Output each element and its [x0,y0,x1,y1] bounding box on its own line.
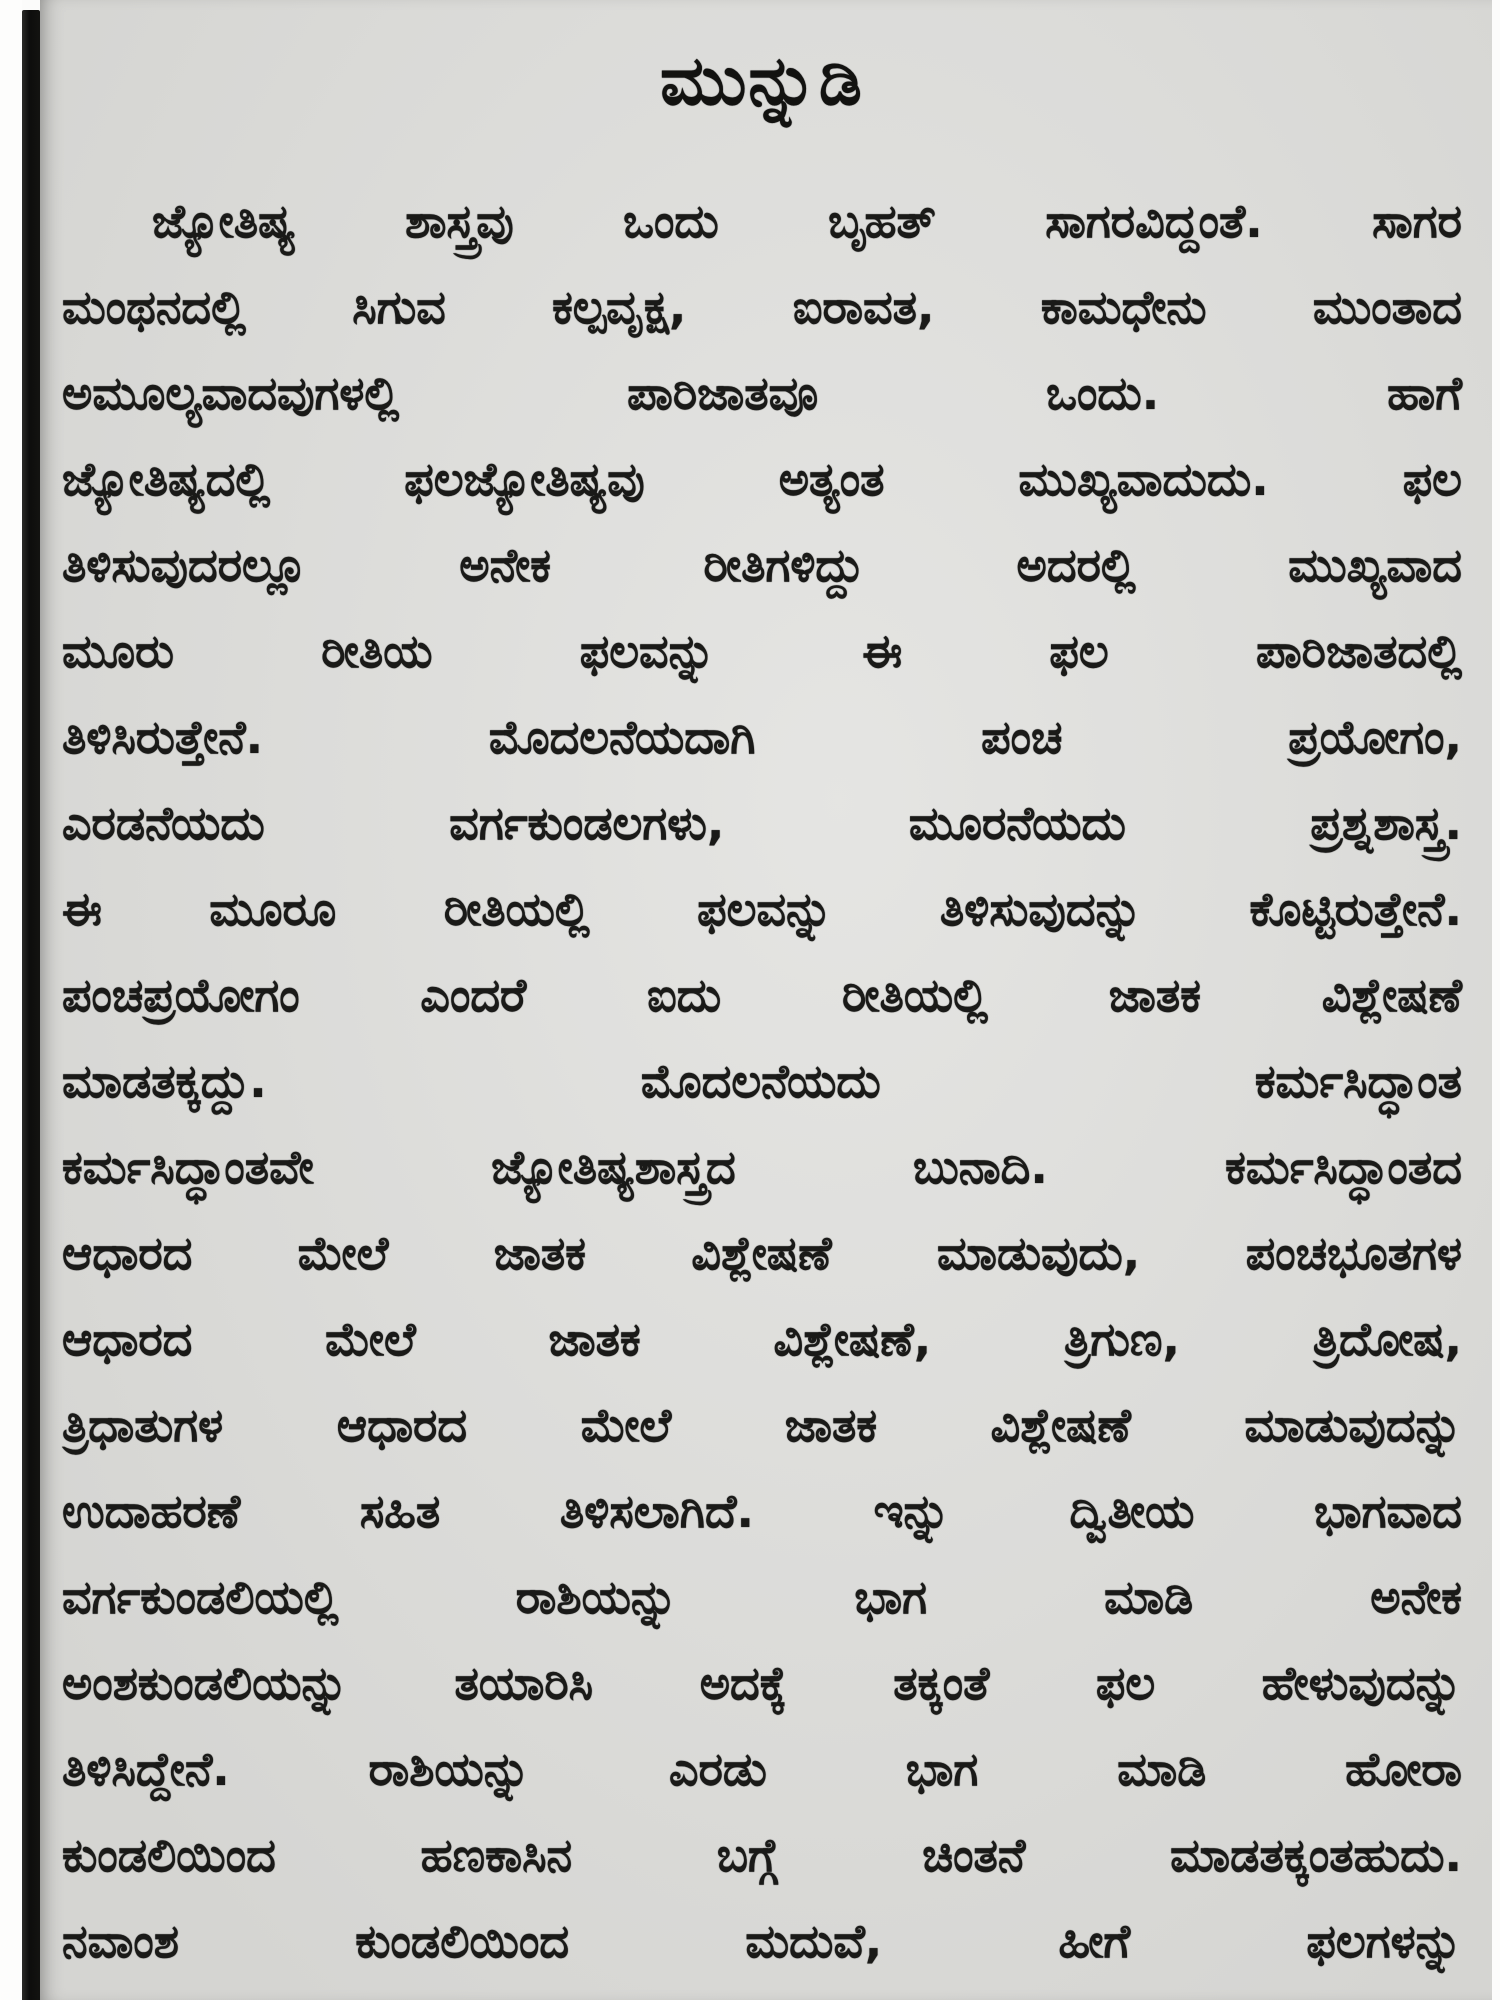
text-line: ತಿಳಿಸಿರುತ್ತೇನೆ. ಮೊದಲನೆಯದಾಗಿ ಪಂಚ ಪ್ರಯೋಗಂ, [62,710,1462,764]
text-column [62,42,1462,1984]
paper [40,0,1492,2000]
text-line: ತ್ರಿಧಾತುಗಳ ಆಧಾರದ ಮೇಲೆ ಜಾತಕ ವಿಶ್ಲೇಷಣೆ ಮಾಡುವುದನ್ನು [62,1398,1462,1452]
text-line: ಕರ್ಮಸಿದ್ಧಾಂತವೇ ಜ್ಯೋತಿಷ್ಯಶಾಸ್ತ್ರದ ಬುನಾದಿ. ಕರ್ಮಸಿದ್ಧಾಂತದ [62,1140,1462,1194]
page-title: ಮುನ್ನುಡಿ [660,42,864,121]
text-line: ತಿಳಿಸಿದ್ದೇನೆ. ರಾಶಿಯನ್ನು ಎರಡು ಭಾಗ ಮಾಡಿ ಹೋರಾ [62,1742,1462,1796]
text-line: ಆಧಾರದ ಮೇಲೆ ಜಾತಕ ವಿಶ್ಲೇಷಣೆ ಮಾಡುವುದು, ಪಂಚಭೂತಗಳ [62,1226,1462,1280]
scanner-edge-right [1492,0,1500,2000]
text-line: ಎರಡನೆಯದು ವರ್ಗಕುಂಡಲಗಳು, ಮೂರನೆಯದು ಪ್ರಶ್ನಶಾಸ್ತ್ರ. [62,796,1462,850]
text-line: ವರ್ಗಕುಂಡಲಿಯಲ್ಲಿ ರಾಶಿಯನ್ನು ಭಾಗ ಮಾಡಿ ಅನೇಕ [62,1570,1462,1624]
text-line: ತಿಳಿಸುವುದರಲ್ಲೂ ಅನೇಕ ರೀತಿಗಳಿದ್ದು ಅದರಲ್ಲಿ ಮುಖ್ಯವಾದ [62,538,1462,592]
text-line: ಜ್ಯೋತಿಷ್ಯದಲ್ಲಿ ಫಲಜ್ಯೋತಿಷ್ಯವು ಅತ್ಯಂತ ಮುಖ್ಯವಾದುದು. ಫಲ [62,452,1462,506]
text-line: ನವಾಂಶ ಕುಂಡಲಿಯಿಂದ ಮದುವೆ, ಹೀಗೆ ಫಲಗಳನ್ನು [62,1914,1462,1968]
text-line: ಆಧಾರದ ಮೇಲೆ ಜಾತಕ ವಿಶ್ಲೇಷಣೆ, ತ್ರಿಗುಣ, ತ್ರಿದೋಷ, [62,1312,1462,1366]
text-line: ಅಮೂಲ್ಯವಾದವುಗಳಲ್ಲಿ ಪಾರಿಜಾತವೂ ಒಂದು. ಹಾಗೆ [62,366,1462,420]
text-line: ಮಂಥನದಲ್ಲಿ ಸಿಗುವ ಕಲ್ಪವೃಕ್ಷ, ಐರಾವತ, ಕಾಮಧೇನು ಮುಂತಾದ [62,280,1462,334]
scanner-edge-left [0,0,22,2000]
page-binding-bar [22,10,40,2000]
text-line: ಉದಾಹರಣೆ ಸಹಿತ ತಿಳಿಸಲಾಗಿದೆ. ಇನ್ನು ದ್ವಿತೀಯ ಭಾಗವಾದ [62,1484,1462,1538]
text-line: ಅಂಶಕುಂಡಲಿಯನ್ನು ತಯಾರಿಸಿ ಅದಕ್ಕೆ ತಕ್ಕಂತೆ ಫಲ ಹೇಳುವುದನ್ನು [62,1656,1462,1710]
body-text [62,178,1462,1984]
text-line: ಜ್ಯೋತಿಷ್ಯ ಶಾಸ್ತ್ರವು ಒಂದು ಬೃಹತ್ ಸಾಗರವಿದ್ದಂತೆ. ಸಾಗರ [152,194,1462,248]
text-line: ಮಾಡತಕ್ಕದ್ದು. ಮೊದಲನೆಯದು ಕರ್ಮಸಿದ್ಧಾಂತ [62,1054,1462,1108]
text-line: ಮೂರು ರೀತಿಯ ಫಲವನ್ನು ಈ ಫಲ ಪಾರಿಜಾತದಲ್ಲಿ [62,624,1462,678]
text-line: ಈ ಮೂರೂ ರೀತಿಯಲ್ಲಿ ಫಲವನ್ನು ತಿಳಿಸುವುದನ್ನು ಕೊಟ್ಟಿರುತ್ತೇನೆ. [62,882,1462,936]
text-line: ಕುಂಡಲಿಯಿಂದ ಹಣಕಾಸಿನ ಬಗ್ಗೆ ಚಿಂತನೆ ಮಾಡತಕ್ಕಂತಹುದು. [62,1828,1462,1882]
text-line: ಪಂಚಪ್ರಯೋಗಂ ಎಂದರೆ ಐದು ರೀತಿಯಲ್ಲಿ ಜಾತಕ ವಿಶ್ಲೇಷಣೆ [62,968,1462,1022]
